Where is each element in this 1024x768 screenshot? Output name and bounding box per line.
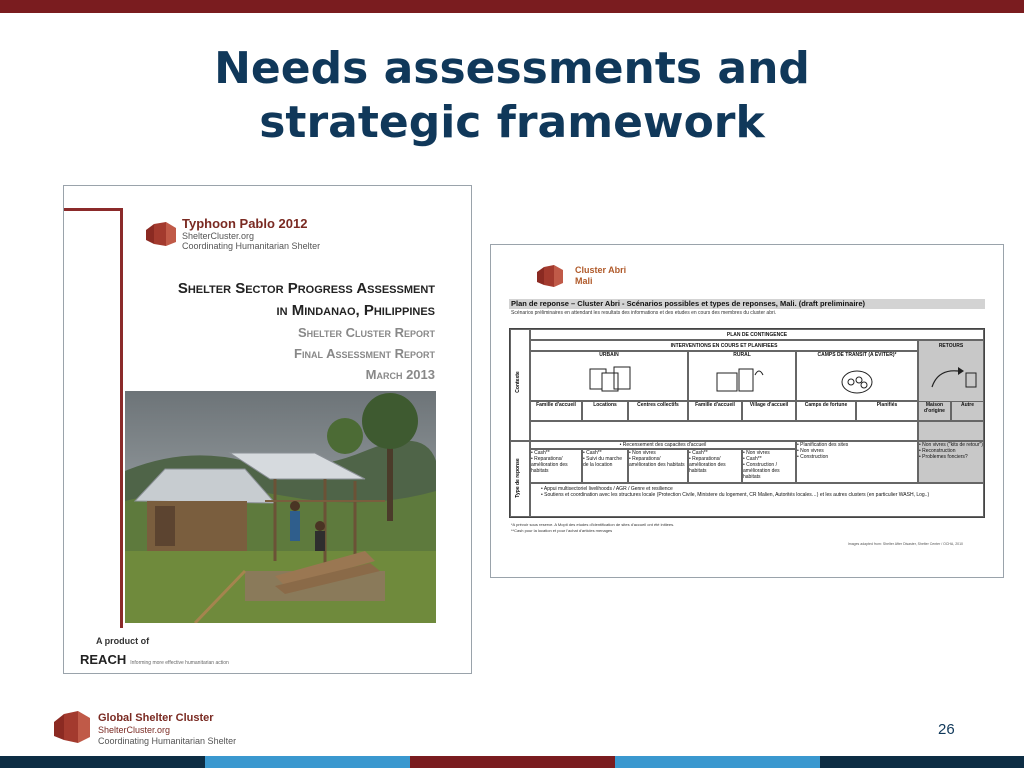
- cover-org-site: ShelterCluster.org: [182, 231, 255, 241]
- col-maison-origine: Maison d'origine: [918, 401, 951, 421]
- slide-title-line-2: strategic framework: [259, 97, 765, 148]
- bottom-bar-segment-2: [205, 756, 410, 768]
- cover-org-title: Typhoon Pablo 2012: [182, 216, 308, 231]
- resp-urbain-centres: • Non vivres • Reparations/ amélioration des habitats: [628, 449, 688, 483]
- col-planifies: Planifiés: [856, 401, 918, 421]
- cover-accent-line-vertical: [120, 208, 123, 628]
- cluster-abri-logo-icon: [535, 263, 565, 289]
- slide-title: [0, 42, 1024, 150]
- appui-row: [530, 483, 984, 517]
- plan-image-credit: Images adapted from: Shelter After Disaster, Shelter Center / OCHA, 2010: [847, 542, 963, 546]
- bottom-bar-segment-4: [615, 756, 820, 768]
- appui-line-1: • Appui multisectoriel livelihoods / AGR / Genre et resilience: [541, 486, 673, 492]
- global-shelter-cluster-logo-icon: [52, 708, 92, 746]
- camp-tents-icon: [840, 369, 874, 395]
- cover-accent-line-horizontal: [64, 208, 122, 211]
- plan-contingence-header: PLAN DE CONTINGENCE: [530, 329, 984, 340]
- cover-org-block: [182, 216, 320, 251]
- shelter-construction-photo: [125, 391, 436, 623]
- col-village-accueil: Village d'accueil: [742, 401, 796, 421]
- col-locations: Locations: [582, 401, 628, 421]
- resp-urbain-famille: • Cash** • Reparations/ amélioration des habitats: [530, 449, 582, 483]
- bottom-bar-segment-1: [0, 756, 205, 768]
- bottom-bar-segment-5: [820, 756, 1024, 768]
- contingency-table: [509, 328, 985, 518]
- cover-date: March 2013: [365, 367, 435, 382]
- urbain-group: URBAIN: [530, 351, 688, 401]
- footer-org-site: ShelterCluster.org: [98, 725, 171, 735]
- contexte-label-text: Contexte: [515, 371, 521, 393]
- footer-org-title: Global Shelter Cluster: [98, 712, 214, 724]
- bottom-bar-segment-3: [410, 756, 615, 768]
- cluster-abri-name: Cluster Abri: [575, 265, 627, 275]
- footer-org-tagline: Coordinating Humanitarian Shelter: [98, 736, 237, 746]
- col-autre: Autre: [951, 401, 984, 421]
- resp-camps: • Planification des sites • Non vivres • Construction: [796, 441, 918, 483]
- type-reponse-label-text: Type de reponse: [515, 458, 521, 498]
- interventions-header: INTERVENTIONS EN COURS ET PLANIFIEES: [530, 340, 918, 351]
- footer-org-block: [98, 712, 236, 747]
- plan-title: Plan de reponse – Cluster Abri - Scénarios possibles et types de reponses, Mali. (draft preliminaire): [511, 299, 865, 308]
- col-camps-fortune: Camps de fortune: [796, 401, 856, 421]
- cover-product-label: A product of: [96, 636, 150, 646]
- col-famille-accueil-urbain: Famille d'accueil: [530, 401, 582, 421]
- col-centres-collectifs: Centres collectifs: [628, 401, 688, 421]
- rural-village-icon: [715, 365, 765, 393]
- cover-titles: [178, 278, 435, 385]
- resp-retours: • Non vivres ("kits de retour") • Reconstruction • Problemes fonciers?: [918, 441, 984, 483]
- response-plan-image: [490, 244, 1004, 578]
- col-famille-accueil-rural: Famille d'accueil: [688, 401, 742, 421]
- icon-row-retours: [918, 421, 984, 441]
- plan-footnote-1: *A prévoir sous reserve. A Mopti des etudes d'identification de sites d'accueil ont été initiees.: [511, 522, 675, 527]
- plan-subtitle: Scénarios préliminaires en attendant les resultats des informations et des etudes en cours des membres du cluster abri.: [511, 310, 777, 316]
- cover-org-tagline: Coordinating Humanitarian Shelter: [182, 241, 321, 251]
- cover-heading-1: Shelter Sector Progress Assessment: [177, 280, 435, 297]
- urban-houses-icon: [588, 365, 632, 393]
- plan-footnote-2: **Cash pour la location et pour l'achat d'articles menages: [511, 528, 613, 533]
- resp-rural-village: • Non vivres • Cash** • Construction / amélioration des habitats: [742, 449, 796, 483]
- recensement-row: • Recensement des capacites d'accueil: [530, 441, 796, 449]
- bottom-color-bar: [0, 756, 1024, 768]
- shelter-cluster-logo-icon: [144, 220, 178, 248]
- slide-title-line-1: Needs assessments and: [214, 43, 810, 94]
- report-cover-image: [63, 185, 472, 674]
- appui-line-2: • Soutiens et coordination avec les structures locale (Protection Civile, Ministere du logement, CR Malien, Autorités locales…) et les autres clusters (en particulier WASH, Log..): [541, 492, 930, 498]
- reach-logo-text: REACH: [80, 652, 127, 667]
- cluster-abri-country: Mali: [575, 276, 593, 286]
- reach-logo: [80, 652, 229, 667]
- camps-group: CAMPS DE TRANSIT (A EVITER)*: [796, 351, 918, 401]
- page-number: 26: [938, 721, 955, 738]
- cluster-abri-org: [575, 265, 626, 287]
- resp-urbain-locations: • Cash** • Suivi du marche de la location: [582, 449, 628, 483]
- top-accent-bar: [0, 0, 1024, 13]
- cover-subheading-2: Final Assessment Report: [294, 346, 435, 361]
- return-arrow-icon: [928, 363, 978, 391]
- icon-row: [530, 421, 918, 441]
- resp-rural-famille: • Cash** • Reparations/ amélioration des habitats: [688, 449, 742, 483]
- cover-subheading-1: Shelter Cluster Report: [297, 325, 435, 340]
- reach-logo-tagline: Informing more effective humanitarian action: [130, 660, 229, 666]
- cover-heading-2: in Mindanao, Philippines: [276, 302, 435, 319]
- retours-header: RETOURS: [918, 340, 984, 441]
- rural-group: RURAL: [688, 351, 796, 401]
